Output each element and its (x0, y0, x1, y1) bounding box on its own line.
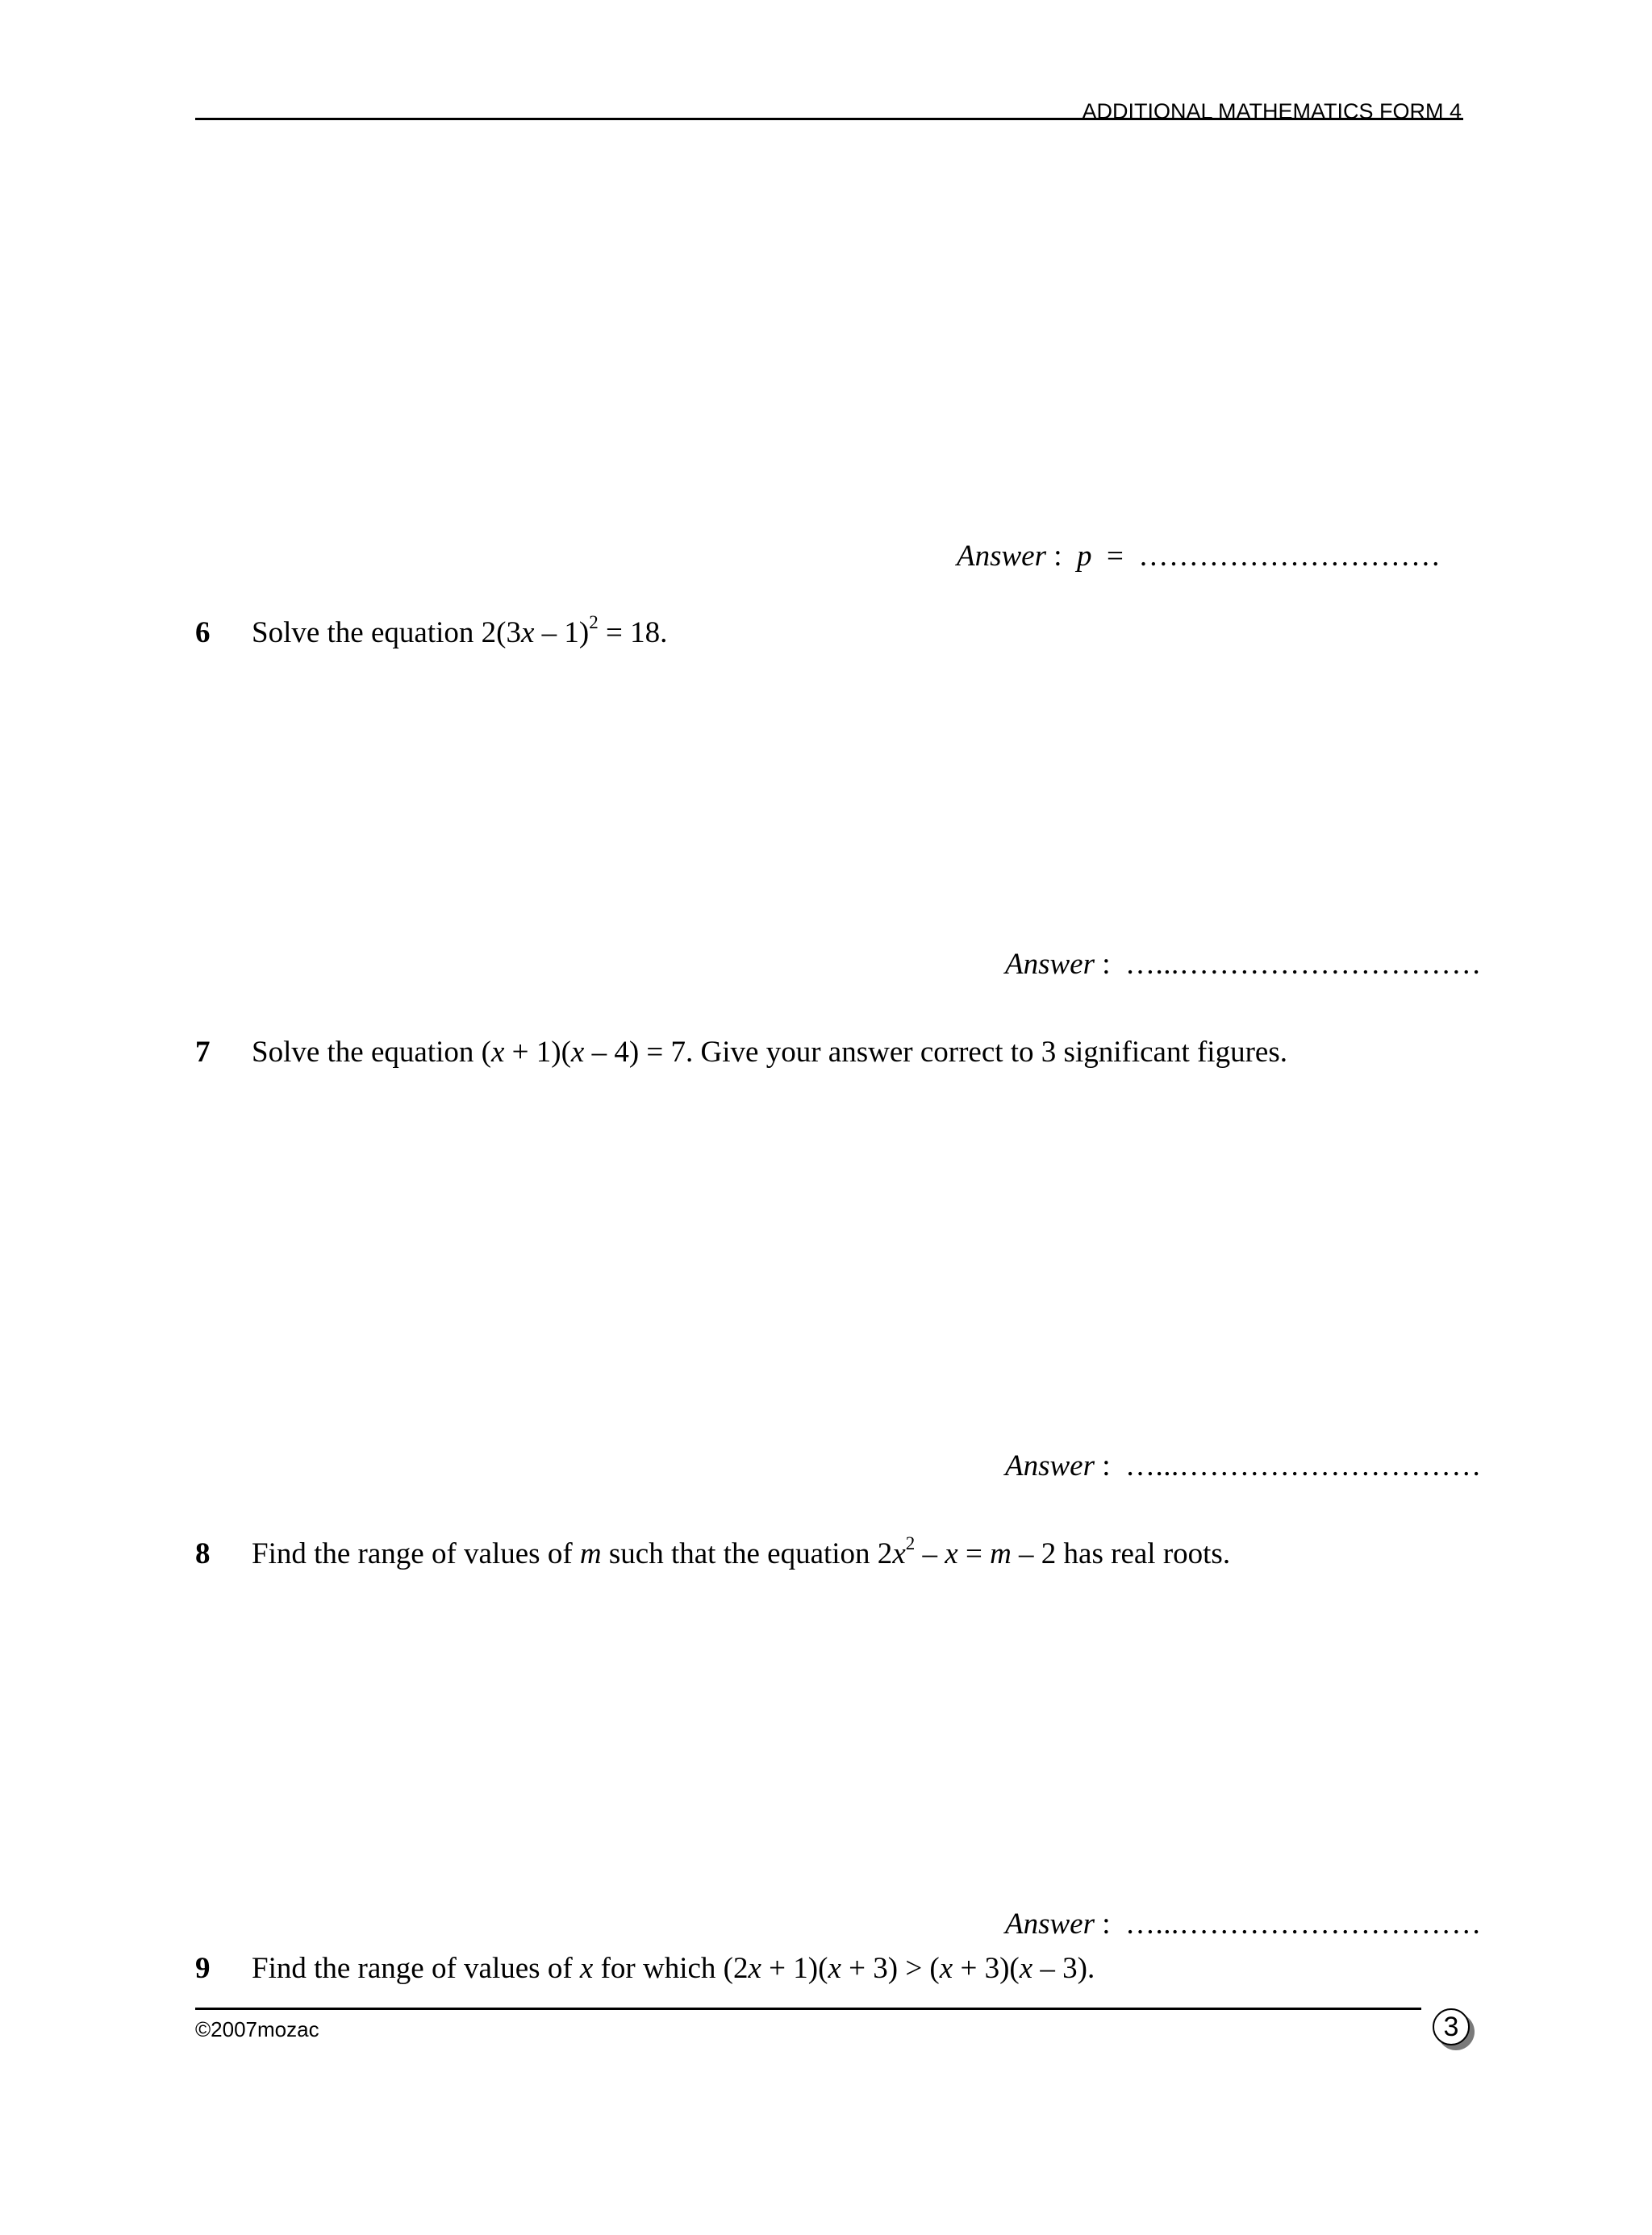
answer-label: Answer (1005, 948, 1095, 981)
answer-line-q5 (957, 539, 1441, 574)
answer-blank: …...………………………… (1125, 948, 1482, 981)
answer-blank: …...………………………… (1125, 1908, 1482, 1941)
answer-separator: : (1053, 540, 1062, 573)
question-text: Solve the equation (x + 1)(x – 4) = 7. Give your answer correct to 3 significant figures. (252, 1036, 1287, 1069)
answer-label: Answer (957, 540, 1046, 573)
question-number: 9 (195, 1952, 211, 1985)
running-header-title: ADDITIONAL MATHEMATICS FORM 4 (1082, 99, 1462, 123)
answer-label: Answer (1005, 1908, 1095, 1941)
question-text: Find the range of values of m such that the equation $2x^2 - x = m - 2$ has real roots. (252, 1532, 1231, 1570)
answer-line-q7 (1005, 1449, 1482, 1484)
copyright-notice: ©2007mozac (195, 2017, 319, 2041)
question-number: 7 (195, 1036, 211, 1069)
answer-equals: = (1107, 540, 1124, 573)
page-number-badge (1433, 2008, 1475, 2050)
answer-line-q6 (1005, 947, 1482, 982)
answer-variable: p (1077, 540, 1092, 573)
answer-separator: : (1102, 1449, 1111, 1482)
answer-blank: ………………………… (1138, 540, 1441, 573)
answer-blank: …...………………………… (1125, 1449, 1482, 1482)
page-number: 3 (1433, 2008, 1470, 2045)
answer-line-q8 (1005, 1907, 1482, 1942)
footer-rule (195, 2008, 1421, 2010)
question-number: 8 (195, 1537, 211, 1570)
answer-separator: : (1102, 948, 1111, 981)
answer-label: Answer (1005, 1449, 1095, 1482)
answer-separator: : (1102, 1908, 1111, 1941)
question-text: Solve the equation 2(3x – 1)$^2$ = 18. (252, 611, 668, 649)
question-number: 6 (195, 616, 211, 649)
question-text: Find the range of values of x for which (2x + 1)(x + 3) > (x + 3)(x – 3). (252, 1952, 1095, 1985)
header-rule (195, 118, 1463, 120)
